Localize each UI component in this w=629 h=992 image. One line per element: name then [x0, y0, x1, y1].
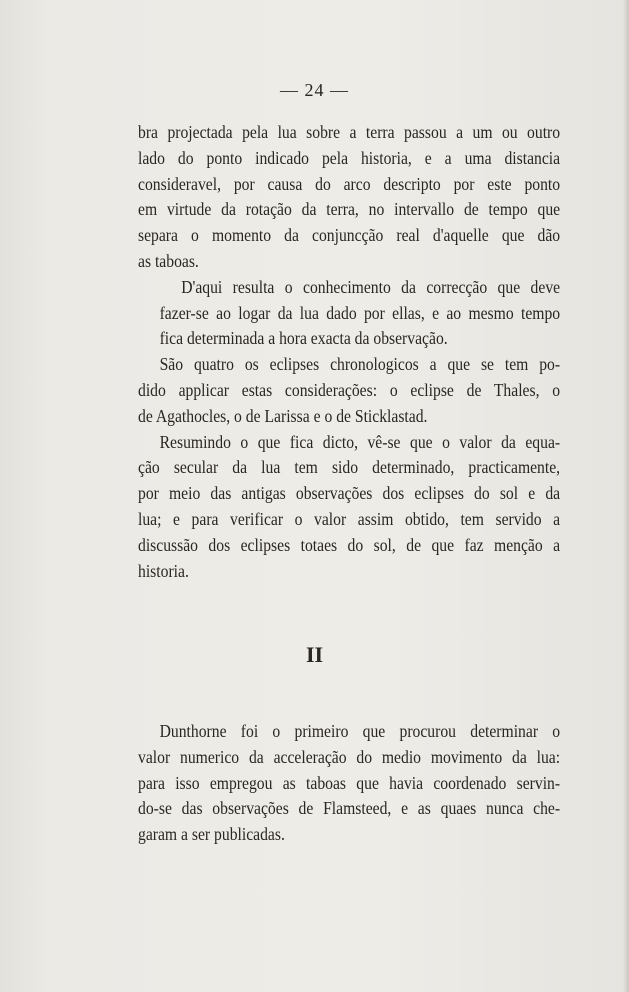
text-line: para isso empregou as taboas que havia coordenado servin-: [138, 772, 561, 793]
paragraph-1: [138, 120, 560, 275]
text-line: valor numerico da acceleração do medio movimento da lua:: [138, 746, 561, 767]
text-line: do-se das observações de Flamsteed, e as quaes nunca che-: [138, 798, 561, 819]
section-paragraph: [138, 719, 560, 848]
text-line: fazer-se ao logar da lua dado por ellas, e ao mesmo tempo: [159, 302, 561, 323]
text-line: Dunthorne foi o primeiro que procurou determinar o: [159, 721, 561, 741]
text-line: consideravel, por causa do arco descripto por este ponto: [138, 173, 561, 194]
text-line: ção secular da lua tem sido determinado, practicamente,: [138, 457, 561, 478]
text-line: dido applicar estas considerações: o eclipse de Thales, o: [138, 379, 561, 400]
paragraph-4: [138, 430, 560, 585]
text-line: São quatro os eclipses chronologicos a que se tem po-: [159, 354, 561, 375]
text-line: D'aqui resulta o conhecimento da correcção que deve: [181, 276, 561, 297]
paragraph-2: [138, 275, 560, 352]
text-line: de Agathocles, o de Larissa e o de Sticklastad.: [138, 405, 428, 426]
text-block-section: [138, 719, 560, 848]
text-block-main: [138, 120, 560, 584]
paragraph-3: [138, 352, 560, 429]
text-line: lua; e para verificar o valor assim obtido, tem servido a: [138, 508, 561, 529]
section-heading: II: [305, 642, 324, 667]
text-line: lado do ponto indicado pela historia, e a uma distancia: [138, 147, 561, 168]
text-line: discussão dos eclipses totaes do sol, de que faz menção a: [138, 534, 561, 555]
text-line: bra projectada pela lua sobre a terra passou a um ou outro: [138, 122, 561, 142]
text-line: por meio das antigas observações dos eclipses do sol e da: [138, 483, 561, 504]
text-line: separa o momento da conjuncção real d'aquelle que dão: [138, 225, 561, 246]
page-number: — 24 —: [280, 80, 349, 100]
text-line: historia.: [138, 560, 189, 581]
text-line: as taboas.: [138, 250, 199, 271]
text-line: Resumindo o que fica dicto, vê-se que o valor da equa-: [159, 431, 561, 452]
text-line: em virtude da rotação da terra, no intervallo de tempo que: [138, 199, 561, 220]
text-line: fica determinada a hora exacta da observação.: [159, 328, 448, 349]
text-line: garam a ser publicadas.: [138, 824, 285, 845]
